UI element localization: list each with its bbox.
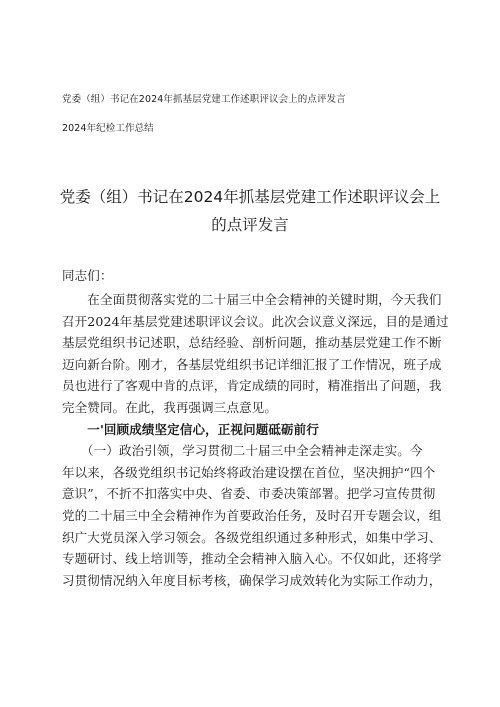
document-title-line-2: 的点评发言 [211, 216, 289, 234]
paragraph-2-line: 意识”，不折不扣落实中央、省委、市委决策部署。把学习宣传贯彻 [62, 486, 436, 502]
document-title-line-1: 党委（组）书记在2024年抓基层党建工作述职评议会上 [59, 188, 441, 206]
header-line-document-title: 党委（组）书记在2024年抓基层党建工作述职评议会上的点评发言 [62, 94, 346, 105]
section-1-heading: 一'回顾成绩坚定信心，正视问题砥砺前行 [62, 421, 319, 437]
greeting: 同志们： [62, 268, 113, 283]
paragraph-2-line: 习贯彻情况纳入年度目标考核，确保学习成效转化为实际工作动力， [62, 572, 442, 588]
paragraph-1-line: 迈向新台阶。刚才，各基层党组织书记详细汇报了工作情况，班子成 [62, 356, 442, 372]
paragraph-2-line: 年以来，各级党组织书记始终将政治建设摆在首位，坚决拥护“四个 [62, 464, 436, 480]
paragraph-2-line: 专题研讨、线上培训等，推动全会精神入脑入心。不仅如此，还将学 [62, 551, 442, 567]
paragraph-1-line: 在全面贯彻落实党的二十届三中全会精神的关键时期，今天我们 [62, 292, 442, 307]
paragraph-2-line: （一）政治引领，学习贯彻二十届三中全会精神走深走实。今 [62, 443, 423, 459]
paragraph-1-line: 召开2024年基层党建述职评议会议。此次会议意义深远，目的是通过 [62, 313, 449, 329]
paragraph-2-line: 织广大党员深入学习领会。各级党组织通过多种形式，如集中学习、 [62, 529, 442, 545]
paragraph-1-line: 基层党组织书记述职，总结经验、剖析问题，推动基层党建工作不断 [62, 335, 442, 351]
paragraph-1-line: 员也进行了客观中肯的点评，肯定成绩的同时，精准指出了问题，我 [62, 378, 442, 394]
paragraph-1-line: 完全赞同。在此，我再强调三点意见。 [62, 400, 278, 415]
paragraph-2-line: 党的二十届三中全会精神作为首要政治任务，及时召开专题会议，组 [62, 508, 442, 523]
header-line-summary-title: 2024年纪检工作总结 [62, 123, 154, 134]
